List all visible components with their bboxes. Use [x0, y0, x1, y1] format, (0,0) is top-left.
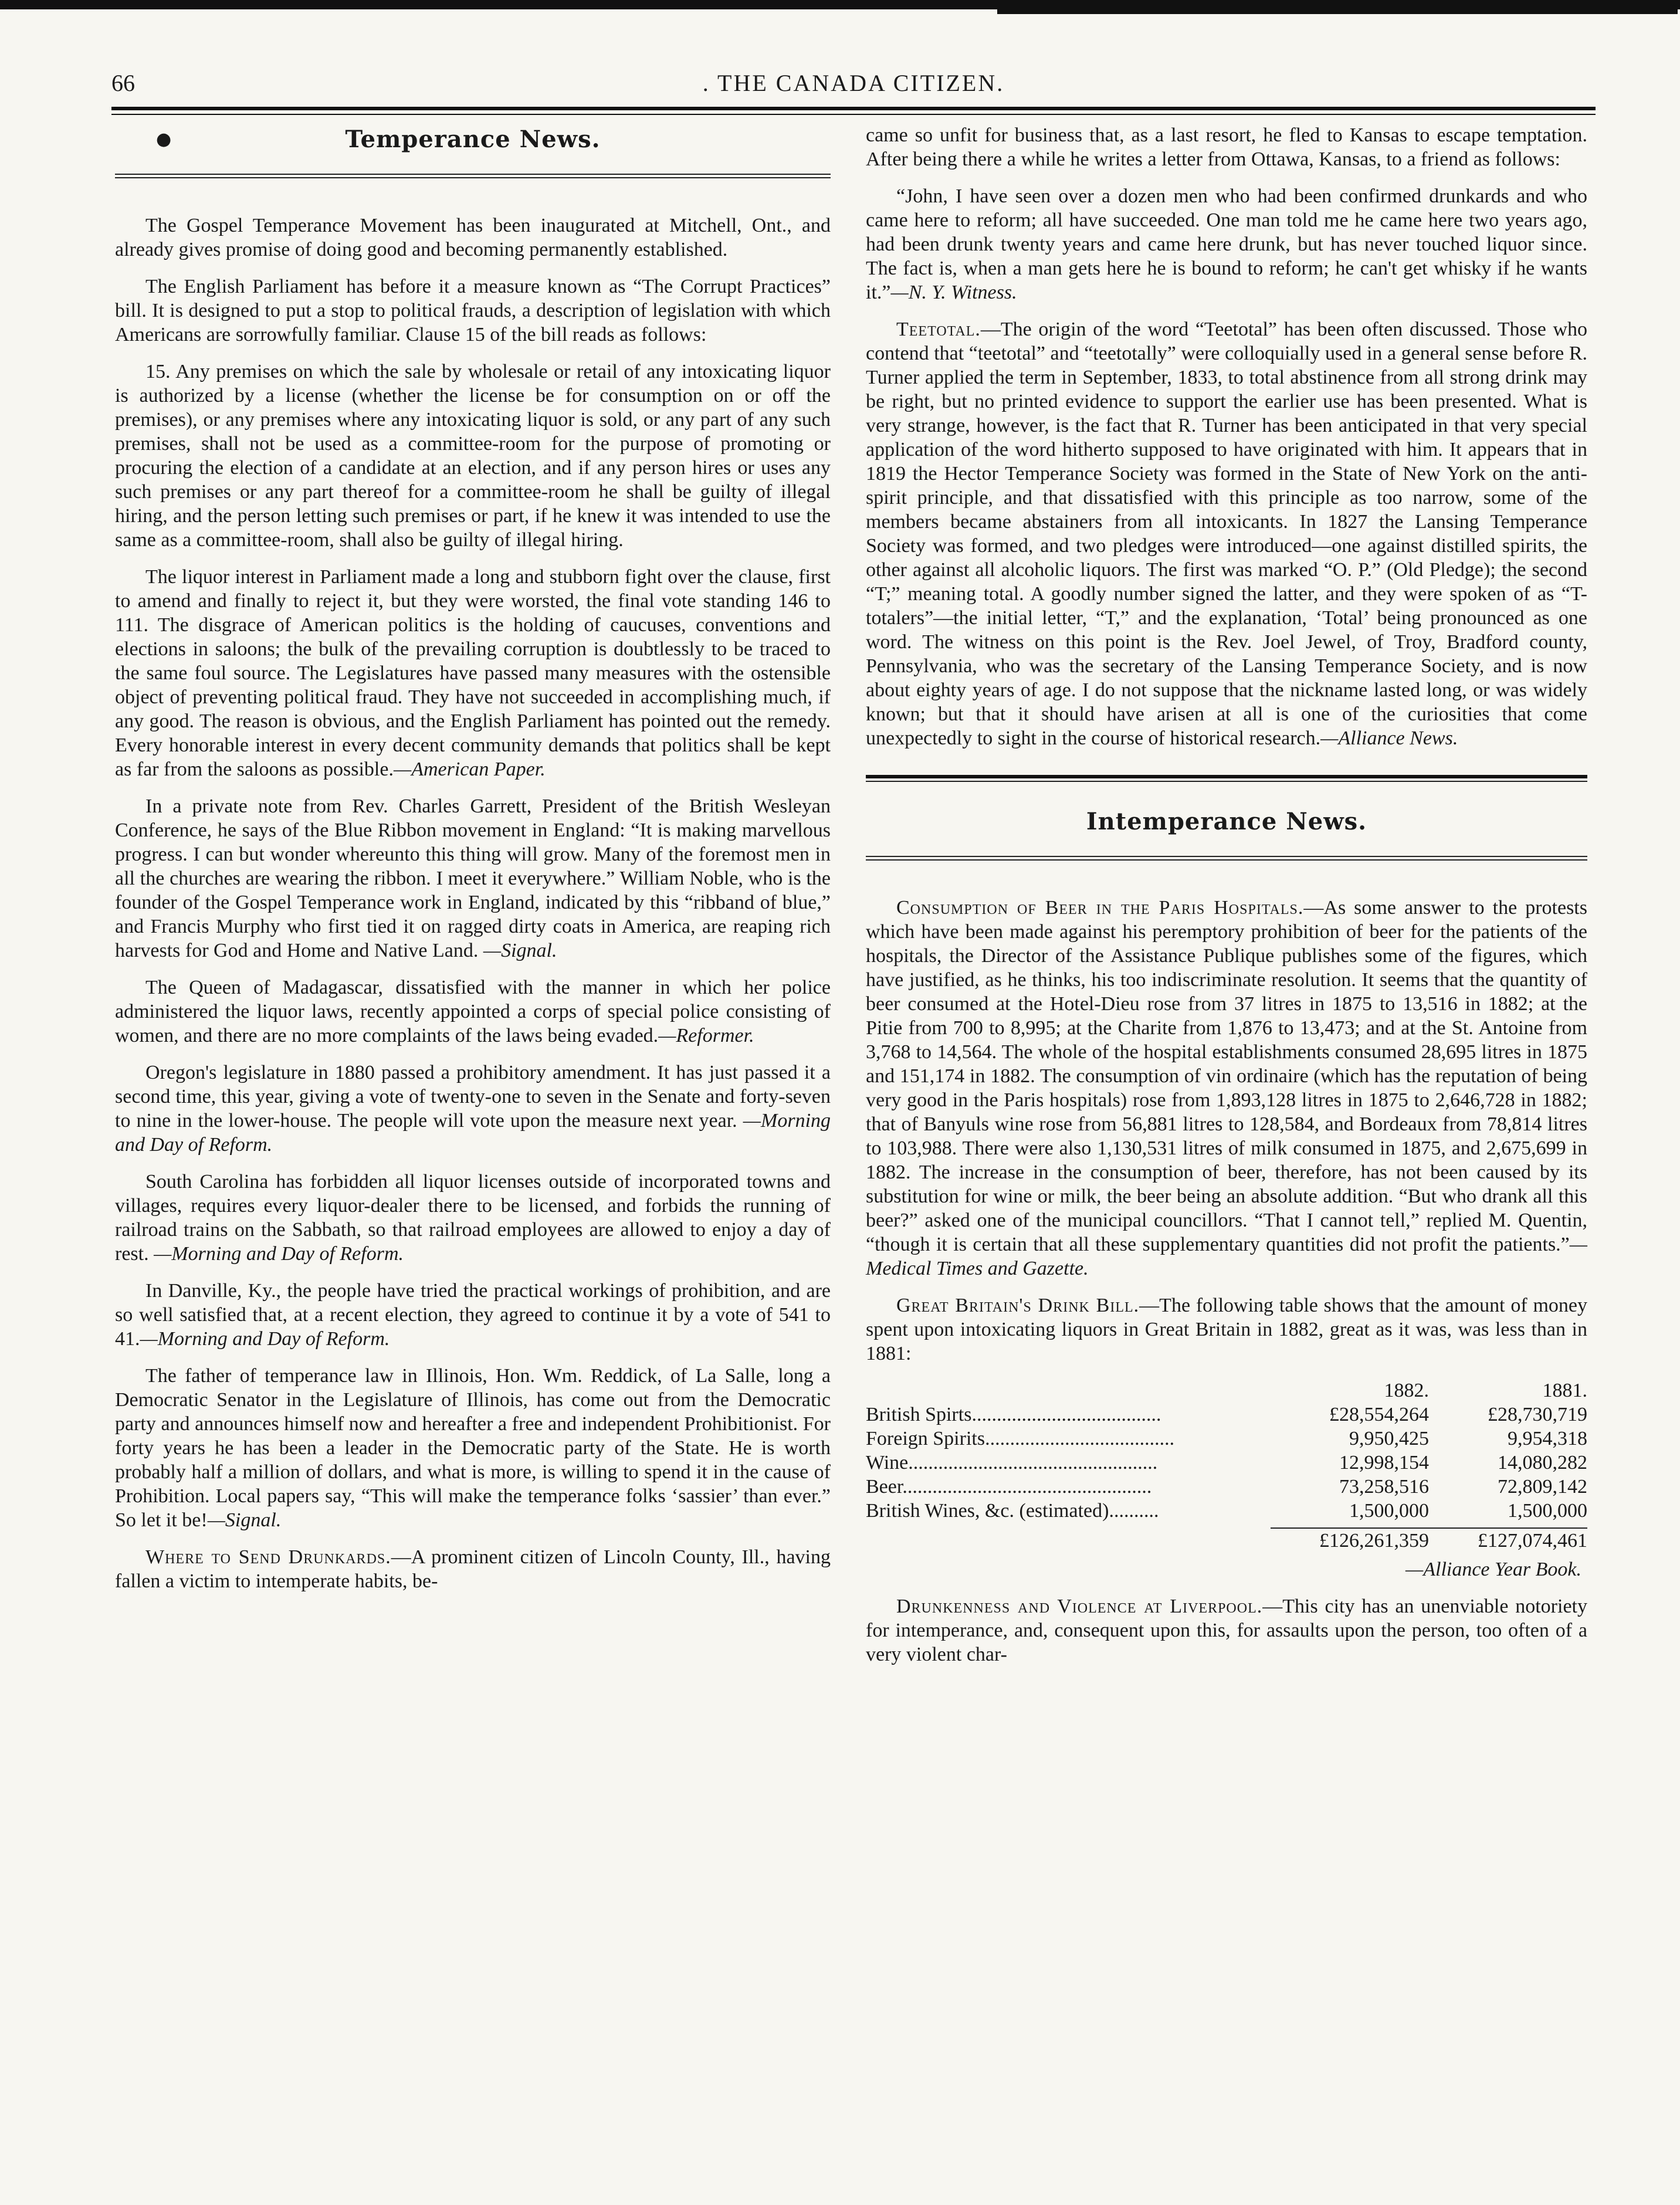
- table-header-row: [866, 1378, 1587, 1403]
- paragraph: In a private note from Rev. Charles Garrett, President of the British Wesleyan Conference, he says of the Blue Ribbon movement in England: “It is making marvellous progress. I can but wonder whereunto this thing will grow. Many of the foremost men in all the churches are wearing the ribbon. I meet it everywhere.” William Noble, who is the founder of the Gospel Temperance work in England, indicated by this “ribband of blue,” and Francis Murphy who first tied it on ragged dirty coats in America, are reaping rich harvests for God and Home and Native Land. —Signal.: [115, 795, 831, 961]
- source-credit: —Medical Times and Gazette.: [866, 1234, 1587, 1279]
- source-credit: —Morning and Day of Reform.: [154, 1243, 404, 1265]
- quoted-letter: “John, I have seen over a dozen men who had been confirmed drunkards and who came here to reform; all have succeeded. One man told me he came here two years ago, had been drunk twenty years and came here drunk, but has never touched liquor since. The fact is, when a man gets here he is bound to reform; he can't get whisky if he wants it.”—N. Y. Witness.: [866, 185, 1587, 303]
- drink-bill-totals: [866, 1529, 1587, 1553]
- item-heading: Great Britain's Drink Bill.: [896, 1295, 1140, 1316]
- cell-1881: 9,954,318: [1508, 1428, 1587, 1449]
- paragraph: In Danville, Ky., the people have tried the practical workings of prohibition, and are so well satisfied that, at a recent election, they agreed to continue it by a vote of 541 to 41.—Morning and Day of Reform.: [115, 1280, 831, 1350]
- row-label: Wine..................................................: [866, 1452, 1158, 1474]
- section-rule: [115, 177, 831, 178]
- source-credit: —Morning and Day of Reform.: [140, 1328, 390, 1350]
- paragraph: The Gospel Temperance Movement has been inaugurated at Mitchell, Ont., and already gives promise of doing good and becoming permanently established.: [115, 215, 831, 260]
- paragraph: South Carolina has forbidden all liquor licenses outside of incorporated towns and villages, requires every liquor-dealer there to be licensed, and forbids the running of railroad trains on the Sabbath, so that railroad employees are allowed to enjoy a day of rest. —Morning and Day of Reform.: [115, 1171, 831, 1265]
- section-rule: [866, 856, 1587, 857]
- bullet-icon: ●: [156, 129, 172, 150]
- column-header: 1882.: [1384, 1380, 1429, 1401]
- section-rule: [866, 859, 1587, 861]
- total-1882: £126,261,359: [1319, 1530, 1429, 1552]
- paragraph: The father of temperance law in Illinois, Hon. Wm. Reddick, of La Salle, long a Democratic Senator in the Legislature of Illinois, has come out from the Democratic party and announces himself now and hereafter a free and independent Prohibitionist. For forty years he has been a leader in the Democratic party of the State. He is worth probably half a million of dollars, and what is more, is willing to spend it in the cause of Prohibition. Local papers say, “This will make the temperance folks ‘sassier’ than ever.” So let it be!—Signal.: [115, 1365, 831, 1531]
- item-heading: Consumption of Beer in the Paris Hospitals.: [896, 897, 1304, 919]
- source-credit: —Morning and Day of Reform.: [115, 1110, 831, 1156]
- paragraph: The English Parliament has before it a measure known as “The Corrupt Practices” bill. It is designed to put a stop to political frauds, a description of legislation with which Americans are sorrowfully familiar. Clause 15 of the bill reads as follows:: [115, 276, 831, 346]
- cell-1882: 9,950,425: [1349, 1428, 1429, 1449]
- cell-1881: 14,080,282: [1498, 1452, 1587, 1474]
- paragraph: Oregon's legislature in 1880 passed a prohibitory amendment. It has just passed it a second time, this year, giving a vote of twenty-one to seven in the Senate and forty-seven to nine in the lower-house. The people will vote upon the measure next year. —Morning and Day of Reform.: [115, 1062, 831, 1156]
- section-heading-temperance: [115, 123, 831, 156]
- header-rule-thick: [111, 107, 1596, 110]
- section-rule-thick: [866, 775, 1587, 778]
- paragraph: Consumption of Beer in the Paris Hospitals.—As some answer to the protests which have been made against his peremptory prohibition of beer for the patients of the hospitals, the Director of the Assistance Publique publishes some of the figures, which have justified, as he thinks, his too indiscriminate resolution. It seems that the quantity of beer consumed at the Hotel-Dieu rose from 37 litres in 1875 to 13,516 in 1882; at the Pitie from 700 to 8,995; at the Charite from 1,876 to 13,473; and at the St. Antoine from 3,768 to 14,564. The whole of the hospital establishments consumed 28,695 litres in 1875 and 151,174 in 1882. The consumption of vin ordinaire (which has the reputation of being very good in the Paris hospitals) rose from 1,893,128 litres in 1875 to 2,646,728 in 1882; that of Banyuls wine rose from 56,881 litres to 128,584, and Bordeaux from 78,814 litres to 103,988. There were also 1,130,531 litres of milk consumed in 1875, and 2,675,699 in 1882. The increase in the consumption of beer, therefore, has not been caused by its substitution for wine or milk, the beer being an absolute addition. “But who drank all this beer?” asked one of the municipal councillors. “That I cannot tell,” replied M. Quentin, “though it is certain that all these supplementary quantities did not profit the patients.”—Medical Times and Gazette.: [866, 897, 1587, 1279]
- source-credit: —Alliance Year Book.: [1405, 1559, 1581, 1580]
- row-label: British Wines, &c. (estimated)..........: [866, 1500, 1159, 1522]
- top-border-right: [997, 9, 1678, 14]
- cell-1882: £28,554,264: [1329, 1404, 1429, 1425]
- row-label: Foreign Spirits......................................: [866, 1428, 1175, 1449]
- page-header: [111, 69, 1596, 104]
- header-rule-thin: [111, 114, 1596, 115]
- cell-1881: 72,809,142: [1498, 1476, 1587, 1498]
- section-rule: [866, 781, 1587, 782]
- source-credit: —Alliance News.: [1320, 727, 1458, 749]
- top-border: [0, 0, 1680, 9]
- total-1881: £127,074,461: [1478, 1530, 1587, 1552]
- paragraph: The Queen of Madagascar, dissatisfied with the manner in which her police administered the liquor laws, recently appointed a corps of special police consisting of women, and there are no more complaints of the laws being evaded.—Reformer.: [115, 977, 831, 1046]
- source-credit: —Reformer.: [658, 1025, 754, 1046]
- paragraph: The liquor interest in Parliament made a long and stubborn fight over the clause, first to amend and finally to reject it, but they were worsted, the final vote standing 146 to 111. The disgrace of American politics is the holding of caucuses, conventions and elections in saloons; the bulk of the prevailing corruption is doubtlessly to be traced to the same foul source. The Legislatures have passed many measures with the ostensible object of preventing political fraud. They have not succeeded in accomplishing much, if any good. The reason is obvious, and the English Parliament has pointed out the remedy. Every honorable interest in every decent community demands that politics shall be kept as far from the saloons as possible.—American Paper.: [115, 566, 831, 780]
- cell-1882: 12,998,154: [1339, 1452, 1429, 1474]
- left-column: [115, 123, 831, 1606]
- paragraph: Teetotal.—The origin of the word “Teetotal” has been often discussed. Those who contend that “teetotal” and “teetotally” were colloquially used in a general sense before R. Turner applied the term in September, 1833, to total abstinence from all strong drink may be right, but no printed evidence to support the earlier use has been presented. What is very strange, however, is the fact that R. Turner has been anticipated in that very special application of the word hitherto supposed to have originated with him. It appears that in 1819 the Hector Temperance Society was formed in the State of New York on the anti-spirit principle, and that dissatisfied with this principle as too narrow, some of the members became abstainers from all intoxicants. In 1827 the Lansing Temperance Society was formed, and two pledges were introduced—one against distilled spirits, the other against all alcoholic liquors. The first was marked “O. P.” (Old Pledge); the second “T;” meaning total. A goodly number signed the latter, and they were spoken of as “T-totalers”—the initial letter, “T,” and the explanation, ‘Total’ being pronounced as one word. The witness on this point is the Rev. Joel Jewel, of Troy, Bradford county, Pennsylvania, who was the secretary of the Lansing Temperance Society, and is now about eighty years of age. I do not suppose that the nickname lasted long, or was widely known; but that it should have arisen at all is one of the curiosities that come unexpectedly to sight in the course of historical research.—Alliance News.: [866, 319, 1587, 749]
- item-heading: Drunkenness and Violence at Liverpool.: [896, 1596, 1263, 1617]
- row-label: British Spirts......................................: [866, 1404, 1161, 1425]
- column-header: 1881.: [1542, 1380, 1587, 1401]
- intemperance-news-title: Intemperance News.: [1086, 808, 1367, 835]
- temperance-news-title: Temperance News.: [345, 126, 601, 153]
- cell-1881: 1,500,000: [1508, 1500, 1587, 1522]
- row-label: Beer..................................................: [866, 1476, 1152, 1498]
- right-column: [866, 123, 1587, 1679]
- page-number: 66: [111, 70, 135, 96]
- section-rule: [115, 174, 831, 175]
- table-row: [866, 1451, 1587, 1475]
- source-credit: —Signal.: [207, 1509, 282, 1531]
- cell-1881: £28,730,719: [1488, 1404, 1587, 1425]
- source-credit: —Signal.: [483, 940, 557, 961]
- drink-bill-table: [866, 1378, 1587, 1523]
- table-row: [866, 1403, 1587, 1427]
- source-credit: —American Paper.: [393, 758, 546, 780]
- paragraph: Great Britain's Drink Bill.—The following table shows that the amount of money spent upon intoxicating liquors in Great Britain in 1882, great as it was, was less than in 1881:: [866, 1295, 1587, 1364]
- item-heading: Where to Send Drunkards.: [145, 1546, 391, 1568]
- table-row: [866, 1427, 1587, 1451]
- total-row: [866, 1529, 1587, 1553]
- source-credit: —N. Y. Witness.: [890, 282, 1017, 303]
- item-heading: Teetotal.: [896, 319, 981, 340]
- paragraph: Where to Send Drunkards.—A prominent citizen of Lincoln County, Ill., having fallen a victim to intemperate habits, be-: [115, 1546, 831, 1592]
- cell-1882: 73,258,516: [1339, 1476, 1429, 1498]
- section-heading-intemperance: [866, 805, 1587, 838]
- running-title: . THE CANADA CITIZEN.: [702, 70, 1005, 96]
- quoted-clause: 15. Any premises on which the sale by wholesale or retail of any intoxicating liquor is authorized by a license (whether the license be for consumption on or off the premises), or any premises where any intoxicating liquor is sold, or any part of any such premises, shall not be used as a committee-room for the purpose of promoting or procuring the election of a candidate at an election, and if any person hires or uses any such premises or any part thereof for a committee-room he shall be guilty of illegal hiring, and the person letting such premises or part, if he knew it was intended to use the same as a committee-room, shall also be guilty of illegal hiring.: [115, 361, 831, 551]
- paragraph: Drunkenness and Violence at Liverpool.—This city has an unenviable notoriety for intemperance, and, consequent upon this, for assaults upon the person, too often of a very violent char-: [866, 1596, 1587, 1665]
- table-row: [866, 1499, 1587, 1523]
- cell-1882: 1,500,000: [1349, 1500, 1429, 1522]
- paragraph: came so unfit for business that, as a last resort, he fled to Kansas to escape temptation. After being there a while he writes a letter from Ottawa, Kansas, to a friend as follows:: [866, 124, 1587, 170]
- table-row: [866, 1475, 1587, 1499]
